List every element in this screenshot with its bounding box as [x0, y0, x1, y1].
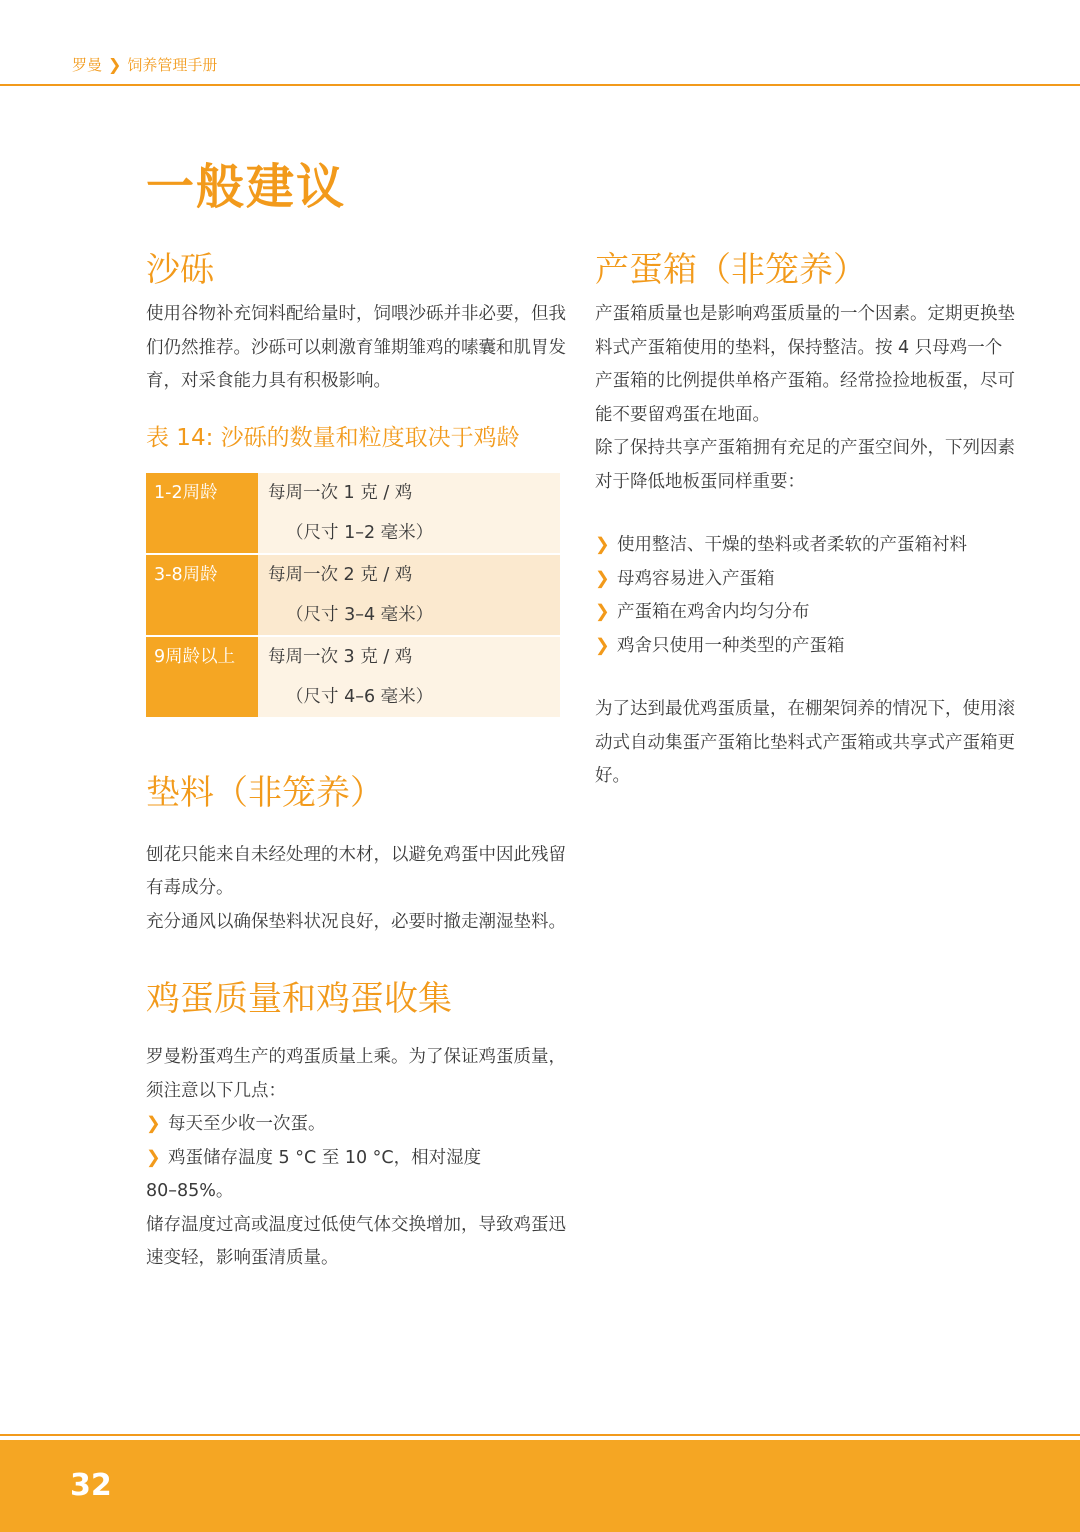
chevron-right-icon: ❯: [146, 1114, 161, 1134]
nest-paragraph-3: 为了达到最优鸡蛋质量，在棚架饲养的情况下，使用滚动式自动集蛋产蛋箱比垫料式产蛋箱或共享式产蛋箱更好。: [595, 699, 1015, 786]
age-cell: 1-2周龄: [146, 473, 258, 554]
table-row: [146, 554, 560, 636]
list-item: [146, 1108, 566, 1142]
amount-cell: [258, 636, 560, 718]
header-divider: [0, 84, 1080, 86]
footer-bar: [0, 1440, 1080, 1532]
egg-quality-list: [146, 1108, 566, 1175]
egg-quality-heading: 鸡蛋质量和鸡蛋收集: [146, 979, 452, 1019]
list-item-text: 鸡蛋储存温度 5 °C 至 10 °C，相对湿度: [168, 1147, 482, 1168]
litter-heading: 垫料（非笼养）: [146, 772, 384, 813]
breadcrumb-section: 饲养管理手册: [127, 56, 218, 74]
litter-paragraph-1: 刨花只能来自未经处理的木材，以避免鸡蛋中因此残留有毒成分。: [146, 844, 566, 898]
list-item-text: 母鸡容易进入产蛋箱: [617, 568, 775, 589]
list-item: [595, 596, 1015, 630]
page-header: [0, 0, 1080, 86]
egg-quality-bullet-continuation: 80–85%。: [146, 1181, 234, 1201]
age-cell: 9周龄以上: [146, 636, 258, 718]
size-text: （尺寸 1–2 毫米）: [286, 522, 434, 543]
egg-quality-intro: 罗曼粉蛋鸡生产的鸡蛋质量上乘。为了保证鸡蛋质量，须注意以下几点：: [146, 1047, 566, 1101]
left-column: [146, 248, 566, 1276]
size-text: （尺寸 3–4 毫米）: [286, 604, 434, 625]
chevron-right-icon: ❯: [108, 55, 122, 74]
amount-text: 每周一次 2 克 / 鸡: [268, 564, 413, 585]
chevron-right-icon: ❯: [595, 535, 610, 555]
page-number: 32: [70, 1468, 112, 1503]
footer-divider: [0, 1434, 1080, 1436]
litter-paragraph-2: 充分通风以确保垫料状况良好，必要时撤走潮湿垫料。: [146, 911, 566, 932]
chevron-right-icon: ❯: [146, 1147, 161, 1168]
chevron-right-icon: ❯: [595, 635, 610, 656]
nest-paragraph-2: 除了保持共享产蛋箱拥有充足的产蛋空间外，下列因素对于降低地板蛋同样重要：: [595, 438, 1015, 492]
amount-cell: [258, 473, 560, 554]
list-item: [595, 630, 1015, 664]
amount-cell: [258, 554, 560, 636]
amount-text: 每周一次 1 克 / 鸡: [268, 482, 413, 503]
breadcrumb-brand: 罗曼: [72, 56, 103, 74]
list-item-text: 产蛋箱在鸡舍内均匀分布: [617, 602, 810, 622]
list-item-text: 鸡舍只使用一种类型的产蛋箱: [617, 635, 845, 656]
nest-factors-list: [595, 529, 1015, 663]
breadcrumb: [72, 54, 217, 75]
list-item: [146, 1142, 566, 1176]
page-title: 一般建议: [146, 159, 347, 215]
nest-paragraph-1: 产蛋箱质量也是影响鸡蛋质量的一个因素。定期更换垫料式产蛋箱使用的垫料，保持整洁。按 4 只母鸡一个产蛋箱的比例提供单格产蛋箱。经常捡捡地板蛋，尽可能不要留鸡蛋在地面。: [595, 304, 1015, 425]
grit-table-title: 表 14: 沙砾的数量和粒度取决于鸡龄: [146, 424, 520, 451]
grit-heading: 沙砾: [146, 250, 214, 290]
list-item: [595, 529, 1015, 563]
list-item-text: 使用整洁、干燥的垫料或者柔软的产蛋箱衬料: [617, 535, 967, 555]
egg-quality-closing: 储存温度过高或温度过低使气体交换增加，导致鸡蛋迅速变轻，影响蛋清质量。: [146, 1214, 566, 1268]
chevron-right-icon: ❯: [595, 602, 610, 622]
chevron-right-icon: ❯: [595, 568, 610, 589]
list-item: [595, 563, 1015, 597]
right-column: [595, 248, 1015, 794]
size-text: （尺寸 4–6 毫米）: [286, 686, 434, 707]
table-row: [146, 473, 560, 554]
grit-paragraph: 使用谷物补充饲料配给量时，饲喂沙砾并非必要，但我们仍然推荐。沙砾可以刺激育雏期雏鸡的嗉囊和肌胃发育，对采食能力具有积极影响。: [146, 304, 566, 391]
nest-heading: 产蛋箱（非笼养）: [595, 250, 867, 290]
grit-table: [146, 473, 560, 719]
age-cell: 3-8周龄: [146, 554, 258, 636]
table-row: [146, 636, 560, 718]
amount-text: 每周一次 3 克 / 鸡: [268, 646, 413, 667]
list-item-text: 每天至少收一次蛋。: [168, 1114, 326, 1134]
